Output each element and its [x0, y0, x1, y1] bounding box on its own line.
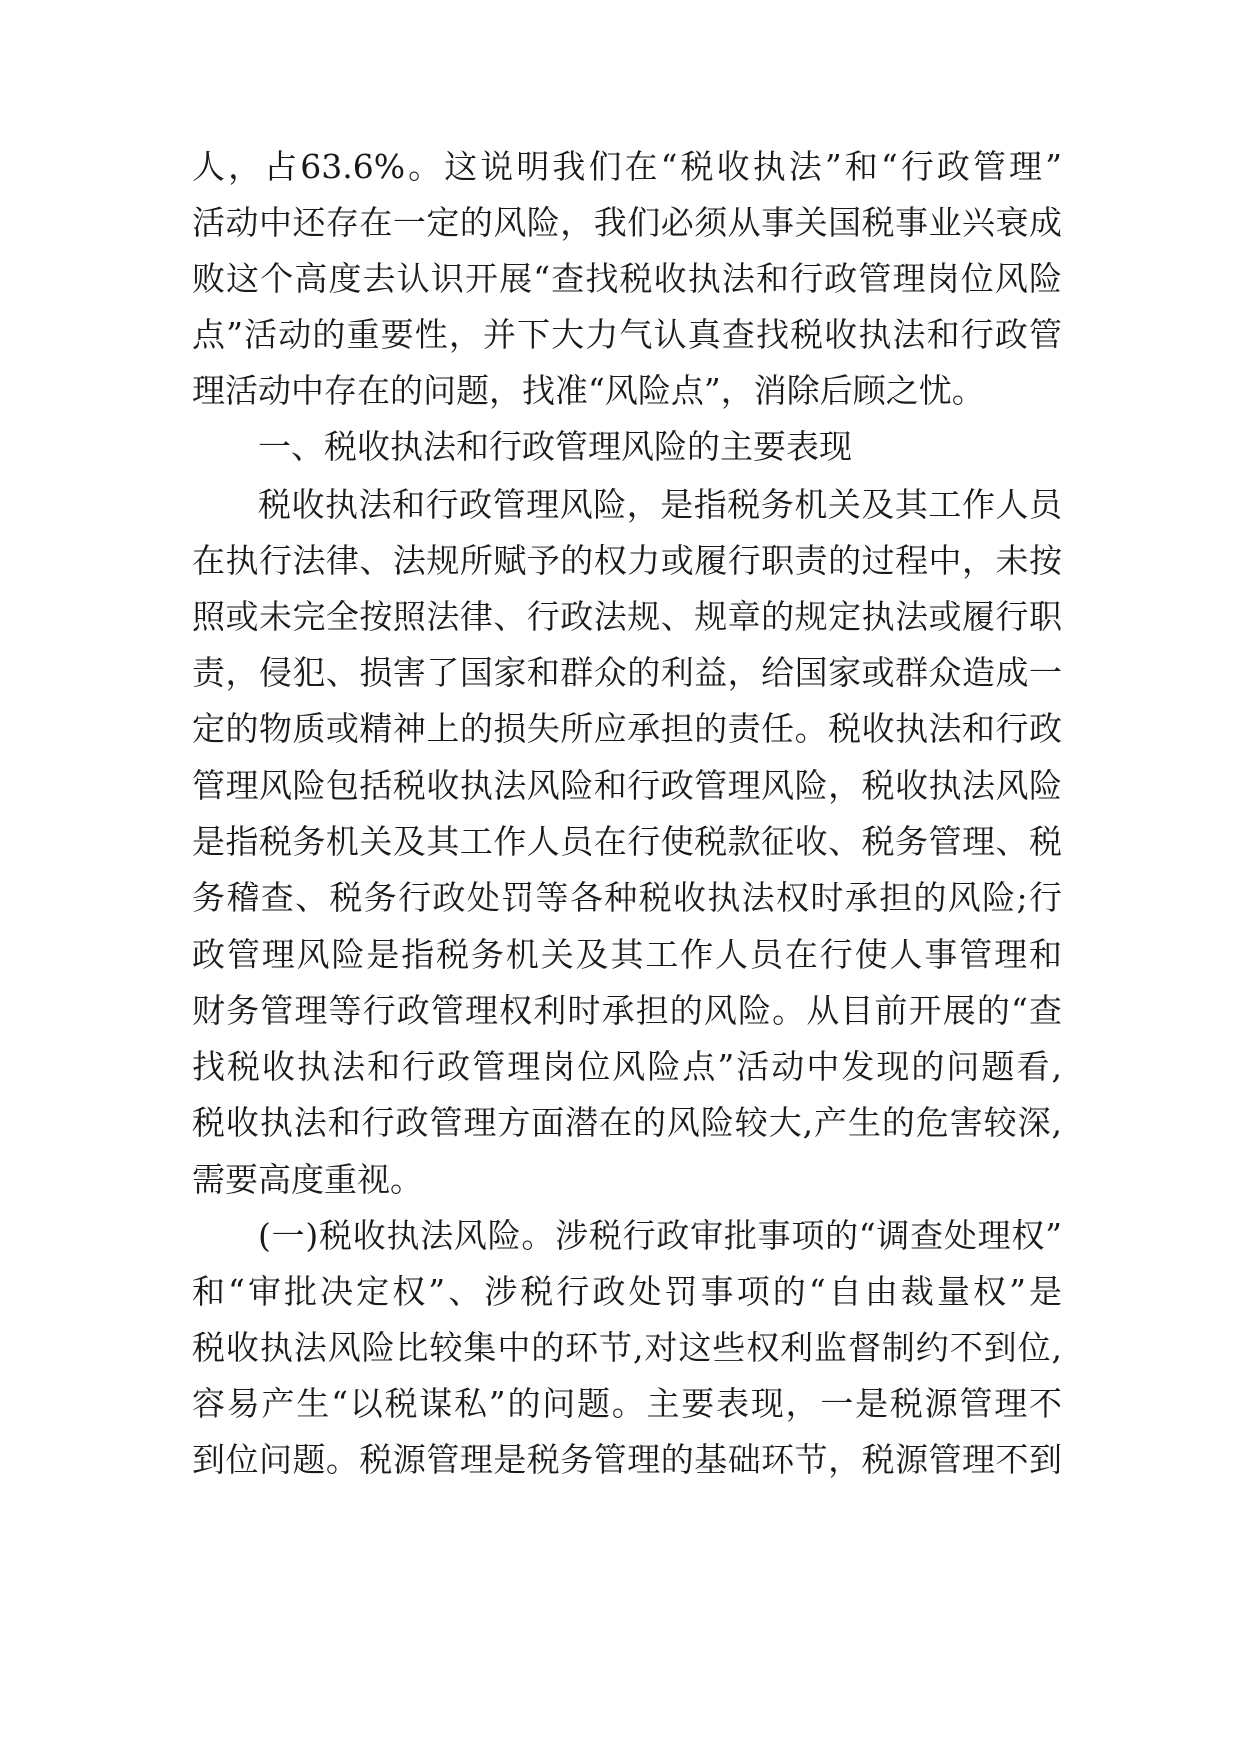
text-line: 在执行法律、法规所赋予的权力或履行职责的过程中，未按 [192, 541, 1062, 580]
text-line: 和“审批决定权”、涉税行政处罚事项的“自由裁量权”是 [192, 1272, 1062, 1311]
text-line: 政管理风险是指税务机关及其工作人员在行使人事管理和 [192, 935, 1062, 974]
text-line: 责，侵犯、损害了国家和群众的利益，给国家或群众造成一 [192, 653, 1062, 692]
text-line: 容易产生“以税谋私”的问题。主要表现，一是税源管理不 [192, 1384, 1062, 1423]
section-heading: 一、税收执法和行政管理风险的主要表现 [258, 427, 852, 466]
text-line: 败这个高度去认识开展“查找税收执法和行政管理岗位风险 [192, 259, 1062, 298]
text-line: 照或未完全按照法律、行政法规、规章的规定执法或履行职 [192, 597, 1062, 636]
text-line: 税收执法风险比较集中的环节,对这些权利监督制约不到位, [192, 1328, 1062, 1367]
text-line: 点”活动的重要性，并下大力气认真查找税收执法和行政管 [192, 315, 1062, 354]
text-line: 管理风险包括税收执法风险和行政管理风险，税收执法风险 [192, 766, 1062, 805]
text-line: 找税收执法和行政管理岗位风险点”活动中发现的问题看, [192, 1047, 1062, 1086]
text-line: 财务管理等行政管理权利时承担的风险。从目前开展的“查 [192, 991, 1062, 1030]
text-line: 定的物质或精神上的损失所应承担的责任。税收执法和行政 [192, 709, 1062, 748]
text-line: 活动中还存在一定的风险，我们必须从事关国税事业兴衰成 [192, 203, 1062, 242]
text-line: 务稽查、税务行政处罚等各种税收执法权时承担的风险;行 [192, 878, 1062, 917]
text-line: 税收执法和行政管理风险，是指税务机关及其工作人员 [258, 485, 1062, 524]
text-line: 理活动中存在的问题，找准“风险点”，消除后顾之忧。 [192, 371, 985, 410]
section-heading: (一)税收执法风险。涉税行政审批事项的“调查处理权” [258, 1216, 1062, 1255]
text-line: 到位问题。税源管理是税务管理的基础环节，税源管理不到 [192, 1440, 1062, 1479]
text-line: 是指税务机关及其工作人员在行使税款征收、税务管理、税 [192, 822, 1062, 861]
text-line: 需要高度重视。 [192, 1160, 423, 1199]
text-line: 人，占63.6%。这说明我们在“税收执法”和“行政管理” [192, 147, 1062, 186]
text-line: 税收执法和行政管理方面潜在的风险较大,产生的危害较深, [192, 1103, 1062, 1142]
